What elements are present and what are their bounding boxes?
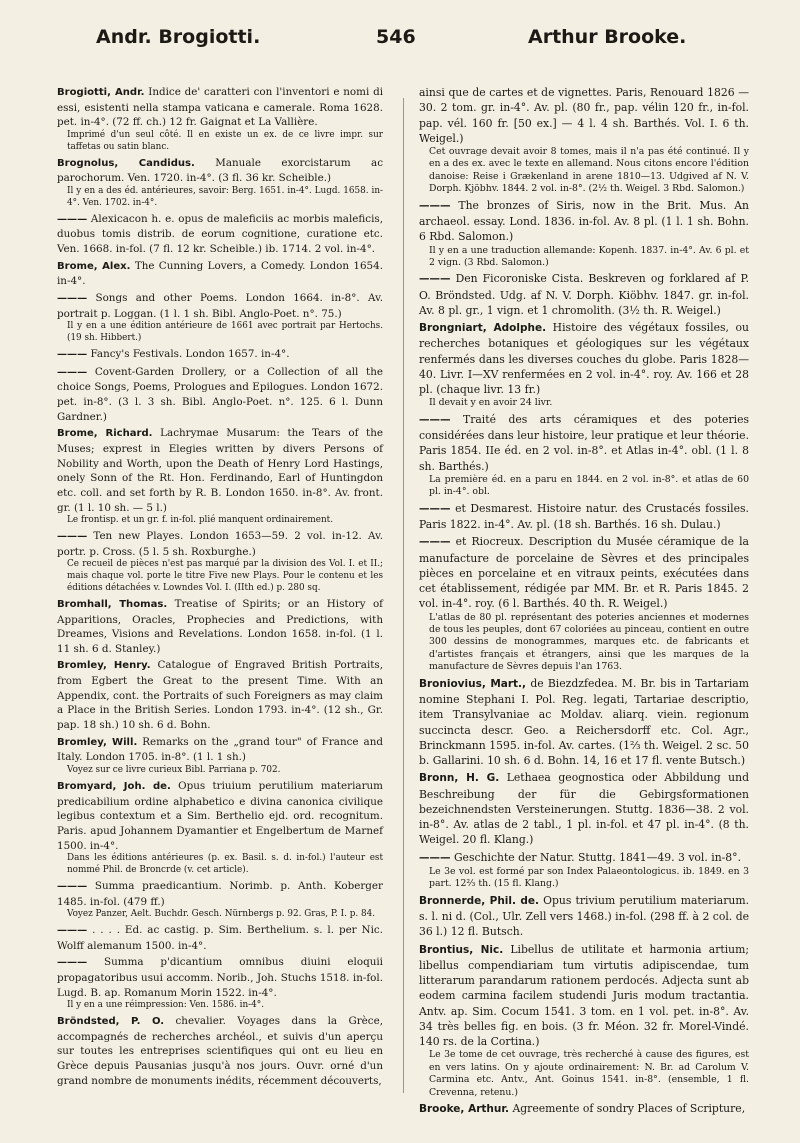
entry-text: Den Ficoroniske Cista. Beskreven og forklared af P. O. Bröndsted. Udg. af N. V. Dorph. Kiöbhv. 1847. gr. in-fol. Av. 8 pl. gr., 1 vign. et 1 chromolith. (3½ th. R. Weigel.) <box>419 272 749 317</box>
page-number: 546 <box>376 26 416 48</box>
entry-text: Geschichte der Natur. Stuttg. 1841—49. 3 vol. in-8°. <box>453 850 742 864</box>
entry-heading: Brognolus, Candidus. <box>57 157 195 169</box>
entry-heading: Bröndsted, P. O. <box>57 1016 165 1028</box>
entry-heading: Brome, Alex. <box>57 260 131 272</box>
entry-text: de Biezdzfedea. M. Br. bis in Tartariam nomine Stephani I. Pol. Reg. legati, Tartariae descriptio, item Transylvaniae ac Moldav. aliarq. viein. regionum succincta descr. Geo. a Reichersdorff etc. Col. Agr., Brinckmann 1595. in-fol. Av. cartes. (1⅔ th. Weigel. 2 sc. 50 b. Gallarini. 10 sh. 6 d. Bohn. 14, 16 et 17 fl. vente Butsch.) <box>419 676 749 768</box>
catalog-entry <box>57 259 383 289</box>
entry-note: Ce recueil de pièces n'est pas marqué par la division des Vol. I. et II.; mais chaque vol. porte le titre Five new Plays. Pour le contenu et les éditions détachées v. Lowndes Vol. I. (IIth ed.) p. 280 sq. <box>67 559 383 593</box>
entry-heading: Bronnerde, Phil. de. <box>419 894 539 907</box>
catalog-entry <box>57 923 383 953</box>
catalog-entry <box>419 271 749 318</box>
running-head-left: Andr. Brogiotti. <box>96 26 261 48</box>
entry-text: ainsi que de cartes et de vignettes. Paris, Renouard 1826 —30. 2 tom. gr. in-4°. Av. pl. (80 fr., pap. vélin 120 fr., in-fol. pap. vél. 160 fr. [50 ex.] — 4 l. 4 sh. Barthés. Vol. I. 6 th. Weigel.) <box>419 86 749 145</box>
entry-text: Lachrymae Musarum: the Tears of the Muses; exprest in Elegies written by divers Persons of Nobility and Worth, upon the Death of Henry Lord Hastings, onely Sonn of the Rt. Hon. Ferdinando, Earl of Huntingdon etc. coll. and set forth by R. B. London 1650. in-8°. Av. front. gr. (1 l. 10 sh. — 5 l.) <box>57 427 383 514</box>
catalog-entry <box>57 212 383 257</box>
entry-text: Summa praedicantium. Norimb. p. Anth. Koberger 1485. in-fol. (479 ff.) <box>57 879 383 908</box>
entry-heading: ——— <box>57 213 88 225</box>
running-head-right: Arthur Brooke. <box>528 26 687 48</box>
entry-heading: Broniovius, Mart., <box>419 677 527 690</box>
entry-text: Manuale exorcistarum ac parochorum. Ven. 1720. in-4°. (3 fl. 36 kr. Scheible.) <box>57 156 383 185</box>
entry-note: Imprimé d'un seul côté. Il en existe un ex. de ce livre impr. sur taffetas ou satin blanc. <box>67 129 383 152</box>
catalog-entry <box>57 426 383 527</box>
entry-heading: Brome, Richard. <box>57 428 153 440</box>
catalog-entry <box>419 85 749 196</box>
entry-heading: Brontius, Nic. <box>419 943 504 956</box>
catalog-entry <box>419 534 749 674</box>
entry-heading: Bromley, Henry. <box>57 660 151 672</box>
entry-heading: ——— <box>57 348 88 360</box>
catalog-entry <box>419 893 749 940</box>
catalog-entry <box>57 955 383 1012</box>
entry-text: Agreemente of sondry Places of Scripture, <box>512 1102 746 1116</box>
entry-note: Il devait y en avoir 24 livr. <box>429 397 553 409</box>
entry-text: chevalier. Voyages dans la Grèce, accompagnés de recherches archéol., et suivis d'un aperçu sur toutes les entreprises scientifiques qui ont eu lieu en Grèce depuis Pausanias jusqu'à nos jours. Ouvr. orné d'un grand nombre de monuments inédits, récemment découverts, <box>57 1015 383 1087</box>
entry-heading: Brooke, Arthur. <box>419 1103 510 1116</box>
entry-text: Opus trivium perutilium materiarum. s. l. ni d. (Col., Ulr. Zell vers 1468.) in-fol. (298 ff. à 2 col. de 36 l.) 12 fl. Butsch. <box>419 893 749 939</box>
entry-heading: Bromhall, Thomas. <box>57 598 168 610</box>
entry-note: L'atlas de 80 pl. représentant des poteries anciennes et modernes de tous les peuples, dont 67 coloriées au pinceau, contient en outre 300 dessins de monogrammes, marques etc. de fabricants et d'artistes français et étrangers, ainsi que les marques de la manufacture de Sèvres depuis l'an 1763. <box>429 611 749 673</box>
entry-note: Voyez sur ce livre curieux Bibl. Parriana p. 702. <box>67 765 281 776</box>
catalog-entry <box>57 735 383 777</box>
entry-heading: ——— <box>419 273 451 286</box>
catalog-entry <box>419 412 749 499</box>
catalog-entry <box>57 529 383 595</box>
entry-heading: ——— <box>57 957 88 969</box>
entry-heading: ——— <box>419 199 451 212</box>
entry-heading: Bronn, H. G. <box>419 772 500 785</box>
entry-heading: Brongniart, Adolphe. <box>419 322 547 335</box>
entry-note: Le 3e tome de cet ouvrage, très recherché à cause des figures, est en vers latins. On y ajoute ordinairement: N. Br. ad Carolum V. Carmina etc. Antv., Ant. Goinus 1541. in-8°. (ensemble, 1 fl. Crevenna, retenu.) <box>429 1049 749 1098</box>
entry-heading: ——— <box>57 292 88 304</box>
catalog-entry <box>419 770 749 847</box>
entry-note: Il y en a une réimpression: Ven. 1586. in-4°. <box>67 1000 264 1011</box>
entry-text: Remarks on the „grand tour" of France and Italy. London 1705. in-8°. (1 l. 1 sh.) <box>57 735 383 764</box>
entry-text: Traité des arts céramiques et des poteries considérées dans leur histoire, leur pratique et leur théorie. Paris 1854. IIe éd. en 2 vol. in-8°. et Atlas in-4°. obl. (1 l. 8 sh. Barthés.) <box>419 412 750 473</box>
entry-text: Histoire des végétaux fossiles, ou recherches botaniques et géologiques sur les végétaux renfermés dans les diverses couches du globe. Paris 1828—40. Livr. I—XV renfermées en 2 vol. in-4°. roy. Av. 166 et 28 pl. (chaque livr. 13 fr.) <box>419 321 749 397</box>
catalog-entry <box>419 676 749 769</box>
catalog-entry <box>57 365 383 425</box>
entry-note: Il y en a une traduction allemande: Kopenh. 1837. in-4°. Av. 6 pl. et 2 vign. (3 Rbd. Salomon.) <box>429 244 749 269</box>
catalog-entry <box>419 501 749 533</box>
catalog-entry <box>57 597 383 657</box>
entry-heading: Brogiotti, Andr. <box>57 87 145 98</box>
entry-text: The Cunning Lovers, a Comedy. London 1654. in-4°. <box>57 259 383 288</box>
entry-note: Le 3e vol. est formé par son Index Palaeontologicus. ib. 1849. en 3 part. 12⅔ th. (15 fl. Klang.) <box>429 865 749 890</box>
entry-text: . . . . Ed. ac castig. p. Sim. Berthelium. s. l. per Nic. Wolff alemanum 1500. in-4°. <box>57 924 383 952</box>
entry-text: Treatise of Spirits; or an History of Apparitions, Oracles, Prophecies and Predictions, with Dreames, Visions and Revelations. London 1658. in-fol. (1 l. 11 sh. 6 d. Stanley.) <box>57 597 383 655</box>
entry-heading: ——— <box>57 880 88 892</box>
catalog-entry <box>419 942 749 1100</box>
catalog-entry <box>419 198 749 270</box>
catalog-entry <box>57 156 383 210</box>
entry-text: Summa p'dicantium omnibus diuini eloquii propagatoribus usui accomm. Norib., Joh. Stuchs 1518. in-fol. Lugd. B. ap. Romanum Morin 1522. in-4°. <box>57 956 383 999</box>
entry-text: Lethaea geognostica oder Abbildung und Beschreibung der für die Gebirgsformationen bezeichnendsten Versteinerungen. Stuttg. 1836—38. 2 vol. in-8°. Av. atlas de 2 tabl., 1 pl. in-fol. et 47 pl. in-4°. (8 th. Weigel. 20 fl. Klang.) <box>419 771 749 847</box>
entry-note: Voyez Panzer, Aelt. Buchdr. Gesch. Nürnbergs p. 92. Gras, P. I. p. 84. <box>67 909 376 920</box>
entry-note: Le frontisp. et un gr. f. in-fol. plié manquent ordinairement. <box>67 515 334 526</box>
right-column <box>419 85 749 1119</box>
entry-text: Indice de' caratteri con l'inventori e nomi di essi, esistenti nella stampa vaticana e camerale. Roma 1628. pet. in-4°. (72 ff. ch.) 12 fr. Gaignat et La Vallière. <box>57 86 384 129</box>
entry-text: Catalogue of Engraved British Portraits, from Egbert the Great to the present Time. With an Appendix, cont. the Portraits of such Foreigners as may claim a Place in the British Series. London 1793. in-4°. (12 sh., Gr. pap. 18 sh.) 10 sh. 6 d. Bohn. <box>57 659 383 732</box>
page-header <box>0 18 800 58</box>
entry-text: The bronzes of Siris, now in the Brit. Mus. An archaeol. essay. Lond. 1836. in-fol. Av. 8 pl. (1 l. 1 sh. Bohn. 6 Rbd. Salomon.) <box>419 198 749 244</box>
catalog-entry <box>419 1101 749 1117</box>
entry-note: Il y en a une édition antérieure de 1661 avec portrait par Hertochs. (19 sh. Hibbert.) <box>67 321 383 344</box>
entry-heading: Bromyard, Joh. de. <box>57 780 171 792</box>
catalog-entry <box>419 320 749 410</box>
entry-heading: ——— <box>419 413 451 426</box>
entry-note: Il y en a des éd. antérieures, savoir: Berg. 1651. in-4°. Lugd. 1658. in-4°. Ven. 1702. in-4°. <box>67 185 383 208</box>
entry-heading: ——— <box>419 851 451 864</box>
entry-heading: ——— <box>57 531 88 542</box>
entry-text: et Riocreux. Description du Musée céramique de la manufacture de porcelaine de Sèvres et des principales pièces en porcelaine et en vitraux peints, exécutées dans cet établissement, rédigée par MM. Br. et R. Paris 1845. 2 vol. in-4°. roy. (6 l. Barthés. 40 th. R. Weigel.) <box>419 535 749 611</box>
catalog-entry <box>57 779 383 877</box>
catalog-entry <box>419 850 749 891</box>
entry-text: Opus triuium perutilium materiarum predicabilium ordine alphabetico e divina canonica civilique legibus contextum et a Sim. Berthelio ejd. ord. recognitum. Paris. apud Johannem Dyamantier et Engelbertum de Marnef 1500. in-4°. <box>57 779 383 852</box>
entry-note: Dans les éditions antérieures (p. ex. Basil. s. d. in-fol.) l'auteur est nommé Phil. de Broncrde (v. cet article). <box>67 853 383 876</box>
entry-heading: Bromley, Will. <box>57 736 138 748</box>
entry-note: Cet ouvrage devait avoir 8 tomes, mais il n'a pas été continué. Il y en a des ex. avec le texte en allemand. Nous citons encore l'édition danoise: Reise i Grækenland in arene 1810—13. Udgived af N. V. Dorph. Kjöbhv. 1844. 2 vol. in-8°. (2½ th. Weigel. 3 Rbd. Salomon.) <box>429 146 749 195</box>
catalog-entry <box>57 85 383 154</box>
entry-text: Alexicacon h. e. opus de maleficiis ac morbis maleficis, duobus tomis distrib. de eorum cognitione, curatione etc. Ven. 1668. in-fol. (7 fl. 12 kr. Scheible.) ib. 1714. 2 vol. in-4°. <box>57 212 383 255</box>
entry-text: Covent-Garden Drollery, or a Collection of all the choice Songs, Poems, Prologues and Epilogues. London 1672. pet. in-8°. (3 l. 3 sh. Bibl. Anglo-Poet. n°. 125. 6 l. Dunn Gardner.) <box>57 365 383 423</box>
entry-note: La première éd. en a paru en 1844. en 2 vol. in-8°. et atlas de 60 pl. in-4°. obl. <box>429 473 749 498</box>
entry-text: Songs and other Poems. London 1664. in-8°. Av. portrait p. Loggan. (1 l. 1 sh. Bibl. Anglo-Poet. n°. 75.) <box>57 291 383 320</box>
catalog-entry <box>57 879 383 921</box>
entry-heading: ——— <box>57 366 88 378</box>
entry-text: et Desmarest. Histoire natur. des Crustacés fossiles. Paris 1822. in-4°. Av. pl. (18 sh. Barthés. 16 sh. Dulau.) <box>419 501 749 532</box>
catalog-entry <box>57 347 383 363</box>
entry-heading: ——— <box>419 502 451 515</box>
left-column <box>57 85 383 1090</box>
entry-text: Libellus de utilitate et harmonia artium; libellus compendiariam tum virtutis adipiscendae, tum litterarum parandarum rationem perdocés. Adjecta sunt ab eodem carmina facilem studendi Juris modum tractantia. Antv. ap. Sim. Cocum 1541. 3 tom. en 1 vol. pet. in-8°. Av. 34 très belles fig. en bois. (3 fr. Méon. 32 fr. Morel-Vindé. 140 rs. de la Cortina.) <box>419 942 749 1048</box>
catalog-entry <box>57 658 383 732</box>
entry-heading: ——— <box>57 925 88 937</box>
catalog-entry <box>57 1014 383 1088</box>
entry-text: Ten new Playes. London 1653—59. 2 vol. in-12. Av. portr. p. Cross. (5 l. 5 sh. Roxburghe.) <box>57 530 383 558</box>
catalog-entry <box>57 291 383 345</box>
column-divider <box>403 98 404 1093</box>
entry-heading: ——— <box>419 536 451 549</box>
entry-text: Fancy's Festivals. London 1657. in-4°. <box>90 347 290 360</box>
